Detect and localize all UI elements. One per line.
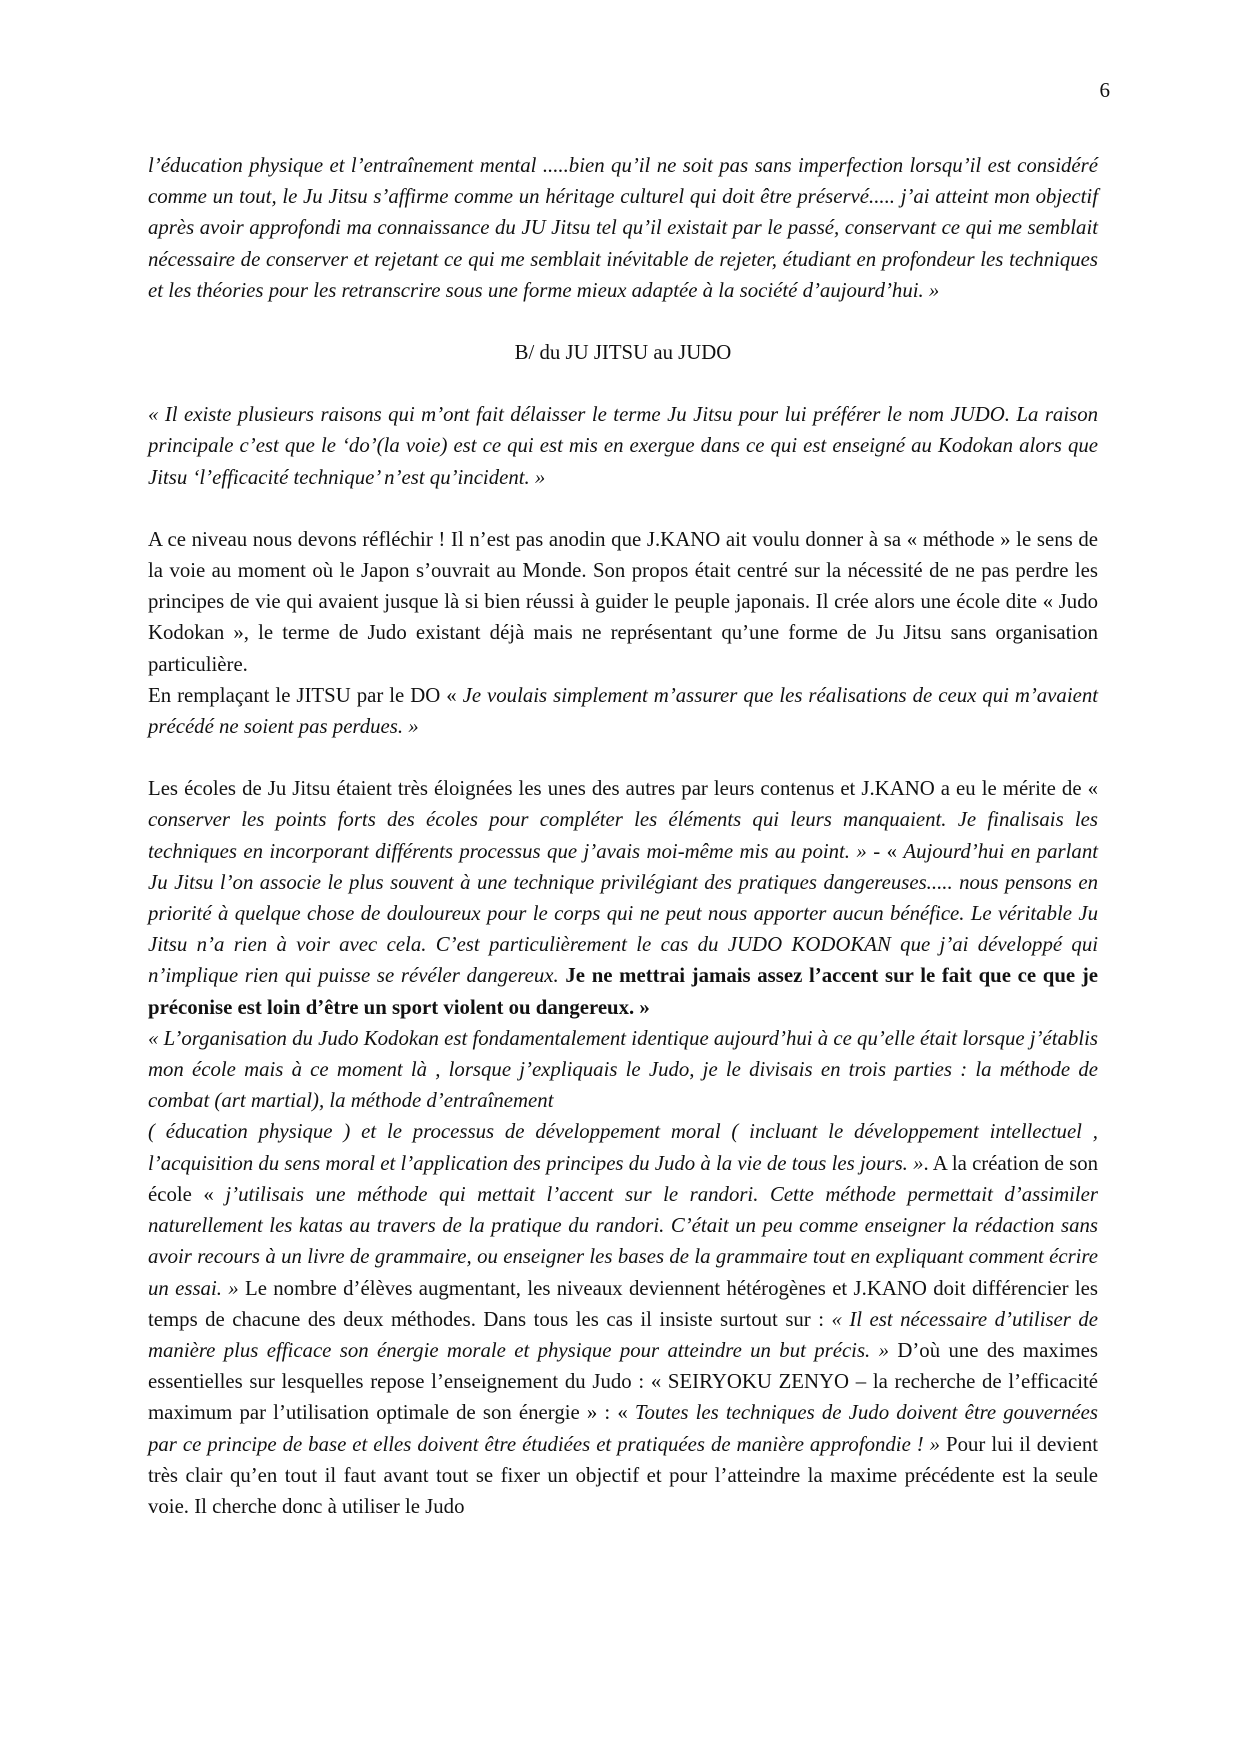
quote-paragraph-1: l’éducation physique et l’entraînement mental .....bien qu’il ne soit pas sans imperfection lorsqu’il est considéré comme un tout, le Ju Jitsu s’affirme comme un héritage culturel qui doit être préservé..... j’ai atteint mon objectif après avoir approfondi ma connaissance du JU Jitsu tel qu’il existait par le passé, conservant ce qui me semblait nécessaire de conserver et rejetant ce qui me semblait inévitable de rejeter, étudiant en profondeur les techniques et les théories pour les retranscrire sous une forme mieux adaptée à la société d’aujourd’hui. » bbox=[148, 154, 1098, 302]
text-run: En remplaçant le JITSU par le DO « bbox=[148, 683, 463, 707]
paragraph-3-line-b bbox=[148, 680, 1098, 742]
italic-quote: conserver les points forts des écoles pour compléter les éléments qui leurs manquaient. Je finalisais les techniques en incorporant différents processus que j’avais moi-même mis au point. » bbox=[148, 808, 1098, 863]
paragraph-3 bbox=[148, 524, 1098, 742]
text-run: Pour lui il devient très clair qu’en tout il faut avant tout se fixer un objectif et pour l’atteindre la maxime précédente est la seule voie. Il cherche donc à utiliser le Judo bbox=[148, 1432, 1098, 1518]
spacer bbox=[148, 742, 1098, 773]
text-run: D’où une des maximes essentielles sur lesquelles repose l’enseignement du Judo : « SEIRYOKU ZENYO – la recherche de l’efficacité maximum par l’utilisation optimale de son énergie » : « bbox=[148, 1338, 1098, 1425]
spacer bbox=[148, 306, 1098, 337]
text-run: - « bbox=[866, 839, 904, 863]
italic-quote: Aujourd’hui en parlant Ju Jitsu l’on associe le plus souvent à une technique privilégiant des pratiques dangereuses..... nous pensons en priorité à quelque chose de douloureux pour le corps qui ne peut nous apporter aucun bénéfice. Le véritable Ju Jitsu n’a rien à voir avec cela. C’est particulièrement le cas du JUDO KODOKAN que j’ai développé qui n’implique rien qui puisse se révéler dangereux. bbox=[148, 839, 1099, 988]
quote-paragraph-2: « Il existe plusieurs raisons qui m’ont fait délaisser le terme Ju Jitsu pour lui préférer le nom JUDO. La raison principale c’est que le ‘do’(la voie) est ce qui est mis en exergue dans ce qui est enseigné au Kodokan alors que Jitsu ‘l’efficacité technique’ n’est qu’incident. » bbox=[148, 403, 1098, 489]
italic-quote: ( éducation physique ) et le processus de développement moral ( incluant le développement intellectuel , l’acquisition du sens moral et l’application des principes du Judo à la vie de tous les jours. » bbox=[148, 1120, 1098, 1175]
page-number: 6 bbox=[1099, 78, 1110, 102]
spacer bbox=[148, 493, 1098, 524]
section-heading: B/ du JU JITSU au JUDO bbox=[514, 341, 732, 365]
text-run: Le nombre d’élèves augmentant, les niveaux deviennent hétérogènes et J.KANO doit différencier les temps de chacune des deux méthodes. Dans tous les cas il insiste surtout sur : bbox=[148, 1276, 1098, 1331]
italic-quote: j’utilisais une méthode qui mettait l’accent sur le randori. Cette méthode permettait d’assimiler naturellement les katas au travers de la pratique du randori. C’était un peu comme enseigner la rédaction sans avoir recours à un livre de grammaire, ou enseigner les bases de la grammaire tout en expliquant comment écrire un essai. » bbox=[148, 1182, 1098, 1300]
bold-quote: Je ne mettrai jamais assez l’accent sur le fait que ce que je préconise est loin d’être un sport violent ou dangereux. » bbox=[148, 964, 1098, 1019]
page-body bbox=[148, 150, 1098, 1522]
italic-quote: Toutes les techniques de Judo doivent être gouvernées par ce principe de base et elles doivent être étudiées et pratiquées de manière approfondie ! » bbox=[148, 1401, 1098, 1456]
italic-quote: « Il est nécessaire d’utiliser de manière plus efficace son énergie morale et physique pour atteindre un but précis. » bbox=[148, 1307, 1098, 1362]
text-run: . A la création de son école « bbox=[148, 1151, 1098, 1206]
paragraph-3-line-a: A ce niveau nous devons réfléchir ! Il n’est pas anodin que J.KANO ait voulu donner à sa « méthode » le sens de la voie au moment où le Japon s’ouvrait au Monde. Son propos était centré sur la nécessité de ne pas perdre les principes de vie qui avaient jusque là si bien réussi à guider le peuple japonais. Il crée alors une école dite « Judo Kodokan », le terme de Judo existant déjà mais ne représentant qu’une forme de Ju Jitsu sans organisation particulière. bbox=[148, 527, 1098, 676]
paragraph-4 bbox=[148, 773, 1098, 1522]
paragraph-4-part-a bbox=[148, 773, 1098, 1023]
paragraph-4-part-b: « L’organisation du Judo Kodokan est fondamentalement identique aujourd’hui à ce qu’elle était lorsque j’établis mon école mais à ce moment là , lorsque j’expliquais le Judo, je le divisais en trois parties : la méthode de combat (art martial), la méthode d’entraînement bbox=[148, 1026, 1098, 1113]
text-run: Les écoles de Ju Jitsu étaient très éloignées les unes des autres par leurs contenus et J.KANO a eu le mérite de « bbox=[148, 777, 1098, 801]
spacer bbox=[148, 368, 1098, 399]
italic-quote: Je voulais simplement m’assurer que les réalisations de ceux qui m’avaient précédé ne soient pas perdues. » bbox=[148, 683, 1099, 739]
paragraph-4-part-c bbox=[148, 1116, 1098, 1522]
